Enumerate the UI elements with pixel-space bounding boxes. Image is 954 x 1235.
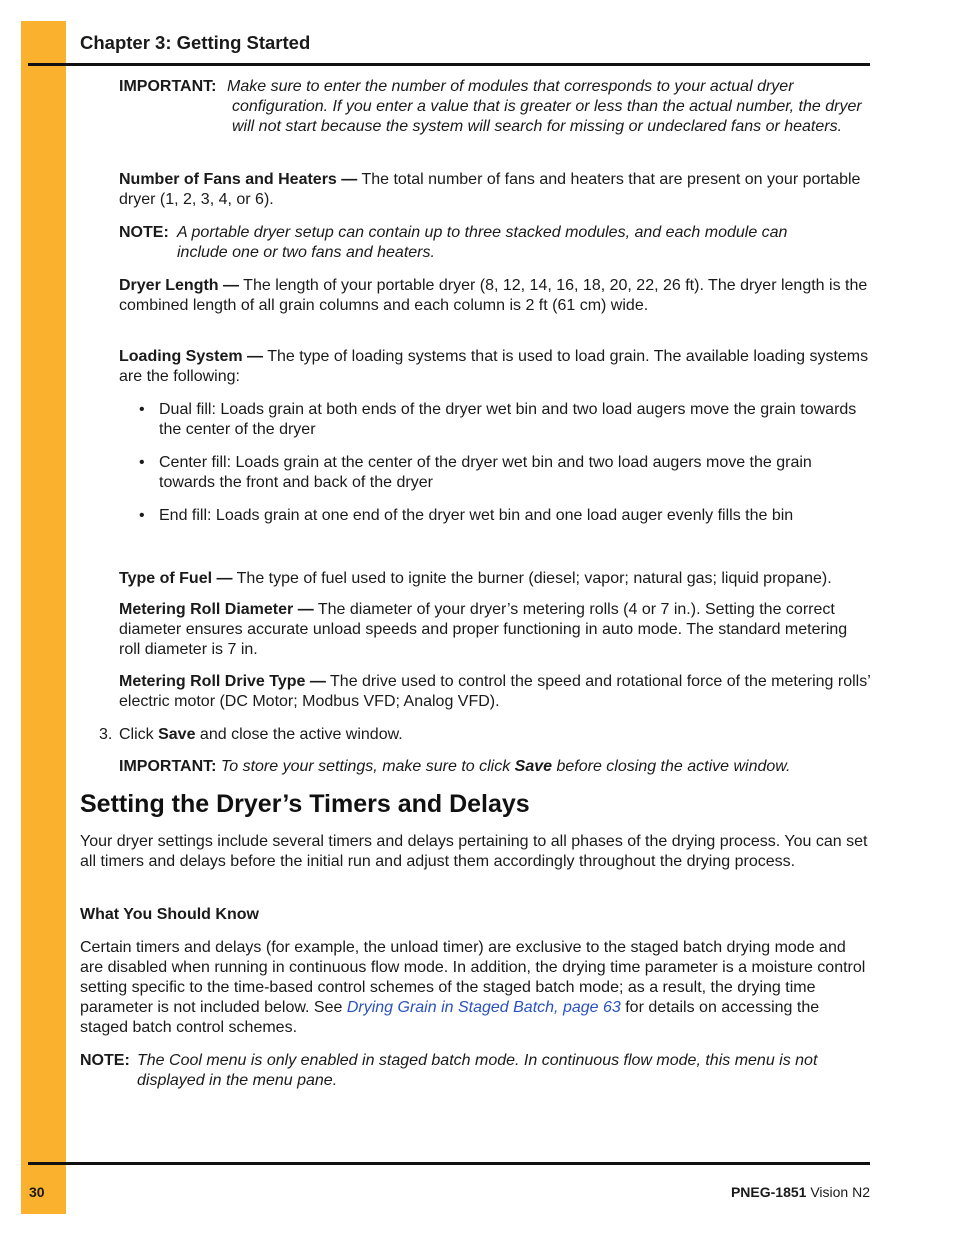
param-term: Metering Roll Drive Type — bbox=[119, 673, 326, 690]
param-term: Type of Fuel — bbox=[119, 570, 233, 587]
step-text bbox=[119, 725, 403, 745]
param-term: Loading System — bbox=[119, 348, 264, 365]
list-item-text: Dual fill: Loads grain at both ends of the dryer wet bin and two load augers move the grain towards the center of the dryer bbox=[159, 401, 857, 438]
param-dryer-length bbox=[119, 276, 871, 316]
section-intro: Your dryer settings include several timers and delays pertaining to all phases of the drying process. You can set all timers and delays before the initial run and adjust them accordingly throughout the drying process. bbox=[80, 833, 868, 870]
step-text-post: and close the active window. bbox=[195, 726, 403, 743]
footer-rule bbox=[28, 1162, 870, 1165]
param-description: The type of loading systems that is used to load grain. The available loading systems are the following: bbox=[119, 348, 869, 385]
important-callout-modules bbox=[119, 77, 871, 137]
param-description: The drive used to control the speed and rotational force of the metering rolls’ electric motor (DC Motor; Modbus VFD; Analog VFD). bbox=[119, 673, 871, 710]
bullet-glyph: • bbox=[139, 507, 145, 524]
param-term: Number of Fans and Heaters — bbox=[119, 171, 358, 188]
step-3 bbox=[99, 725, 871, 745]
step-text-pre: Click bbox=[119, 726, 159, 743]
page-number: 30 bbox=[29, 1184, 45, 1200]
bullet-glyph: • bbox=[139, 454, 145, 471]
section-title: Setting the Dryer’s Timers and Delays bbox=[80, 790, 530, 818]
header-rule bbox=[28, 63, 870, 66]
section-body bbox=[80, 938, 870, 1038]
chapter-heading: Chapter 3: Getting Started bbox=[80, 32, 311, 53]
important-label: IMPORTANT: bbox=[119, 78, 217, 95]
note-label: NOTE: bbox=[119, 224, 169, 241]
param-description: The type of fuel used to ignite the burner (diesel; vapor; natural gas; liquid propane). bbox=[232, 570, 832, 587]
param-description: The diameter of your dryer’s metering rolls (4 or 7 in.). Setting the correct diameter ensures accurate unload speeds and proper functioning in auto mode. The standard metering roll diameter is 7 in. bbox=[119, 601, 848, 658]
note-label: NOTE: bbox=[80, 1052, 130, 1069]
param-loading-system bbox=[119, 347, 871, 387]
bullet-glyph: • bbox=[139, 401, 145, 418]
note-callout-modules bbox=[119, 223, 839, 263]
important-text: Make sure to enter the number of modules that corresponds to your actual dryer configuration. If you enter a value that is greater or less than the actual number, the dryer will not start because the system will search for missing or undeclared fans or heaters. bbox=[227, 78, 862, 135]
list-item-text: End fill: Loads grain at one end of the dryer wet bin and one load auger evenly fills the bin bbox=[159, 507, 794, 524]
important-label: IMPORTANT: bbox=[119, 758, 217, 775]
list-item-text: Center fill: Loads grain at the center of the dryer wet bin and two load augers move the grain towards the front and back of the dryer bbox=[159, 454, 812, 491]
note-callout-cool-menu bbox=[80, 1051, 870, 1091]
note-text: A portable dryer setup can contain up to three stacked modules, and each module can include one or two fans and heaters. bbox=[177, 224, 788, 261]
list-item bbox=[139, 453, 871, 493]
step-number: 3. bbox=[99, 726, 113, 743]
subheading: What You Should Know bbox=[80, 906, 259, 923]
param-metering-roll-diameter bbox=[119, 600, 871, 660]
important-text bbox=[221, 758, 790, 775]
param-fuel-type bbox=[119, 569, 871, 589]
section-body-post: for details on accessing the staged batch control schemes. bbox=[80, 999, 820, 1036]
important-text-pre: To store your settings, make sure to click bbox=[220, 758, 515, 775]
document-number: PNEG-1851 bbox=[730, 1184, 807, 1200]
product-name: Vision N2 bbox=[806, 1184, 870, 1200]
list-item bbox=[139, 400, 871, 440]
save-term: Save bbox=[514, 758, 553, 775]
save-term: Save bbox=[158, 726, 196, 743]
param-description: The total number of fans and heaters that are present on your portable dryer (1, 2, 3, 4, or 6). bbox=[119, 171, 861, 208]
param-fans-heaters bbox=[119, 170, 871, 210]
param-metering-roll-drive bbox=[119, 672, 871, 712]
param-term: Metering Roll Diameter — bbox=[119, 601, 314, 618]
chapter-color-bar bbox=[21, 21, 66, 1214]
document-id bbox=[731, 1184, 870, 1200]
param-description: The length of your portable dryer (8, 12, 14, 16, 18, 20, 22, 26 ft). The dryer length is the combined length of all grain columns and each column is 2 ft (61 cm) wide. bbox=[119, 277, 868, 314]
important-text-post: before closing the active window. bbox=[552, 758, 791, 775]
param-term: Dryer Length — bbox=[119, 277, 240, 294]
section-body-pre: Certain timers and delays (for example, the unload timer) are exclusive to the staged batch drying mode and are disabled when running in continuous flow mode. In addition, the drying time parameter is a moisture control setting specific to the time-based control schemes of the staged batch mode; as a result, the drying time parameter is not included below. See bbox=[80, 939, 866, 1016]
important-callout-save bbox=[119, 757, 871, 777]
cross-reference-link[interactable]: Drying Grain in Staged Batch, page 63 bbox=[346, 999, 621, 1016]
note-text: The Cool menu is only enabled in staged batch mode. In continuous flow mode, this menu is not displayed in the menu pane. bbox=[137, 1052, 818, 1089]
list-item bbox=[139, 506, 871, 526]
